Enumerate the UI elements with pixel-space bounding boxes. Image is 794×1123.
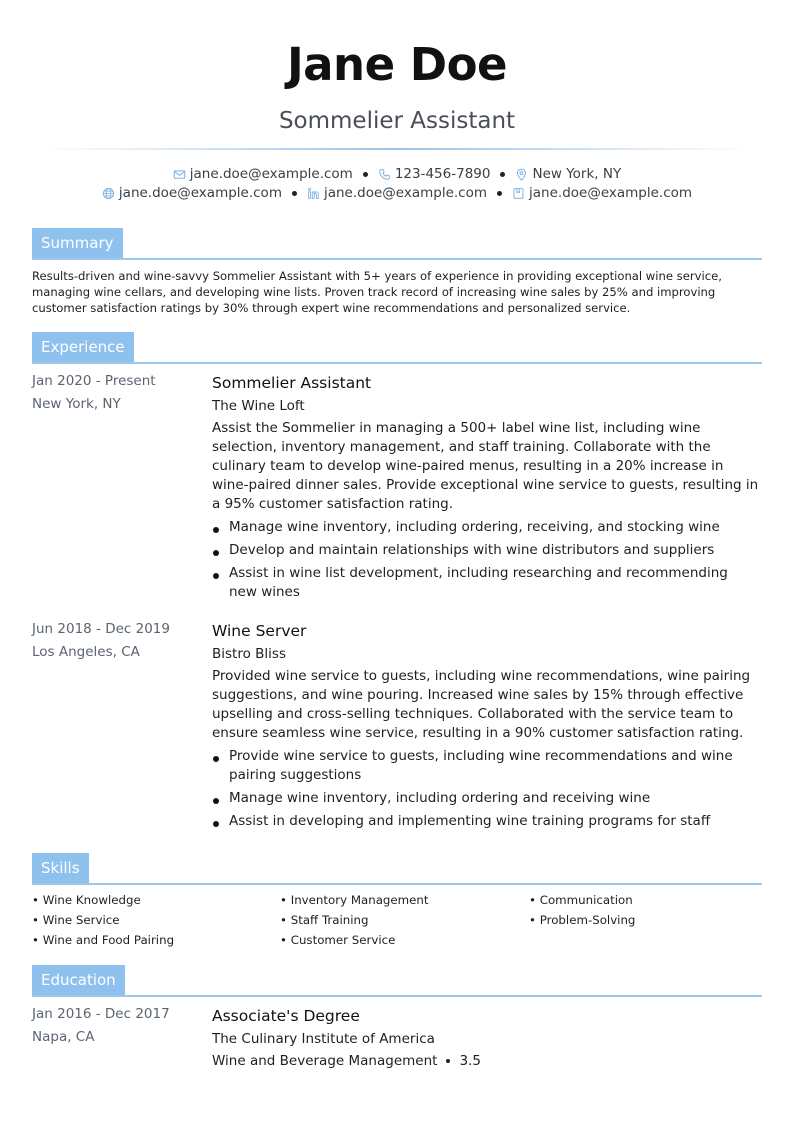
job-title: Sommelier Assistant: [212, 374, 372, 392]
job-bullet: Assist in developing and implementing wine training programs for staff: [212, 812, 760, 831]
summary-heading: Summary: [32, 228, 123, 258]
contact-linkedin[interactable]: [307, 185, 487, 201]
education-date: Jan 2016 - Dec 2017: [32, 1006, 170, 1022]
contact-phone[interactable]: [378, 166, 491, 182]
separator-dot: [363, 172, 368, 177]
skill-item: • Wine Knowledge: [32, 893, 141, 907]
job-bullet: Develop and maintain relationships with wine distributors and suppliers: [212, 541, 760, 560]
job-bullet: Manage wine inventory, including ordering and receiving wine: [212, 789, 760, 808]
job-bullets: [212, 518, 760, 602]
location-pin-icon: [515, 168, 528, 181]
job-company: The Wine Loft: [212, 398, 305, 414]
job-bullets: [212, 747, 760, 831]
education-location: Napa, CA: [32, 1029, 95, 1045]
separator-dot: [497, 191, 502, 196]
job-location: New York, NY: [32, 396, 121, 412]
job-bullet: Provide wine service to guests, including wine recommendations and wine pairing suggestions: [212, 747, 760, 785]
globe-icon: [102, 187, 115, 200]
contact-row-secondary: [0, 185, 794, 201]
phone-icon: [378, 168, 391, 181]
education-section-header: [32, 965, 762, 997]
job-bullet: Assist in wine list development, including researching and recommending new wines: [212, 564, 760, 602]
skill-item: • Communication: [529, 893, 633, 907]
contact-linkedin-text: jane.doe@example.com: [323, 185, 488, 201]
degree-title: Associate's Degree: [212, 1007, 360, 1025]
skill-item: • Wine and Food Pairing: [32, 933, 175, 947]
summary-section-header: [32, 228, 762, 260]
contact-row-primary: [0, 166, 794, 182]
contact-email-text: jane.doe@example.com: [189, 166, 353, 182]
job-description: Provided wine service to guests, including wine recommendations, wine pairing suggestions, and wine pouring. Increased wine sales by 15% through effective upselling and cross-selling techniques. Collaborated with the service team to ensure seamless wine service, resulting in a 90% customer satisfaction rating.: [212, 668, 751, 741]
experience-section-header: [32, 332, 762, 364]
contact-email[interactable]: [173, 166, 353, 182]
skill-item: • Customer Service: [280, 933, 396, 947]
skill-item: • Problem-Solving: [529, 913, 636, 927]
contact-portfolio-text: jane.doe@example.com: [529, 185, 693, 201]
contact-website[interactable]: [102, 185, 282, 201]
contact-location: [515, 166, 621, 182]
school-name: The Culinary Institute of America: [212, 1031, 435, 1047]
header-divider: [40, 148, 754, 150]
job-bullet: Manage wine inventory, including ordering, receiving, and stocking wine: [212, 518, 760, 537]
education-heading: Education: [32, 965, 125, 995]
skills-section-header: [32, 853, 762, 885]
mail-icon: [173, 168, 186, 181]
skills-heading: Skills: [32, 853, 89, 883]
field-of-study: Wine and Beverage Management: [212, 1053, 438, 1069]
contact-portfolio[interactable]: [512, 185, 692, 201]
job-location: Los Angeles, CA: [32, 644, 140, 660]
skill-item: • Staff Training: [280, 913, 369, 927]
gpa: 3.5: [459, 1053, 481, 1069]
skills-column: [280, 892, 529, 952]
separator-dot: [446, 1059, 450, 1063]
experience-heading: Experience: [32, 332, 134, 362]
contact-location-text: New York, NY: [532, 166, 622, 182]
job-date: Jun 2018 - Dec 2019: [32, 621, 170, 637]
skills-column: [529, 892, 762, 952]
degree-details: [212, 1052, 760, 1070]
linkedin-icon: [307, 187, 320, 200]
job-title: Wine Server: [212, 622, 307, 640]
job-company: Bistro Bliss: [212, 646, 286, 662]
separator-dot: [292, 191, 297, 196]
skill-item: • Wine Service: [32, 913, 120, 927]
job-description: Assist the Sommelier in managing a 500+ label wine list, including wine selection, inventory management, and staff training. Collaborate with the culinary team to develop wine-paired menus, resulting in a 20% increase in wine-paired dinner sales. Provide exceptional wine service to guests, resulting in a 95% customer satisfaction rating.: [212, 420, 759, 512]
bookmark-icon: [512, 187, 525, 200]
job-date: Jan 2020 - Present: [32, 373, 156, 389]
contact-website-text: jane.doe@example.com: [118, 185, 282, 201]
separator-dot: [500, 172, 505, 177]
skill-item: • Inventory Management: [280, 893, 429, 907]
candidate-role: Sommelier Assistant: [278, 108, 516, 134]
skills-grid: [32, 892, 762, 952]
contact-phone-text: 123-456-7890: [394, 166, 491, 182]
candidate-name: Jane Doe: [286, 38, 508, 91]
summary-text: Results-driven and wine-savvy Sommelier Assistant with 5+ years of experience in providing exceptional wine service, managing wine cellars, and developing wine lists. Proven track record of increasing wine sales by 25% and improving customer satisfaction ratings by 30% through expert wine recommendations and personalized service.: [32, 269, 722, 315]
skills-column: [32, 892, 280, 952]
